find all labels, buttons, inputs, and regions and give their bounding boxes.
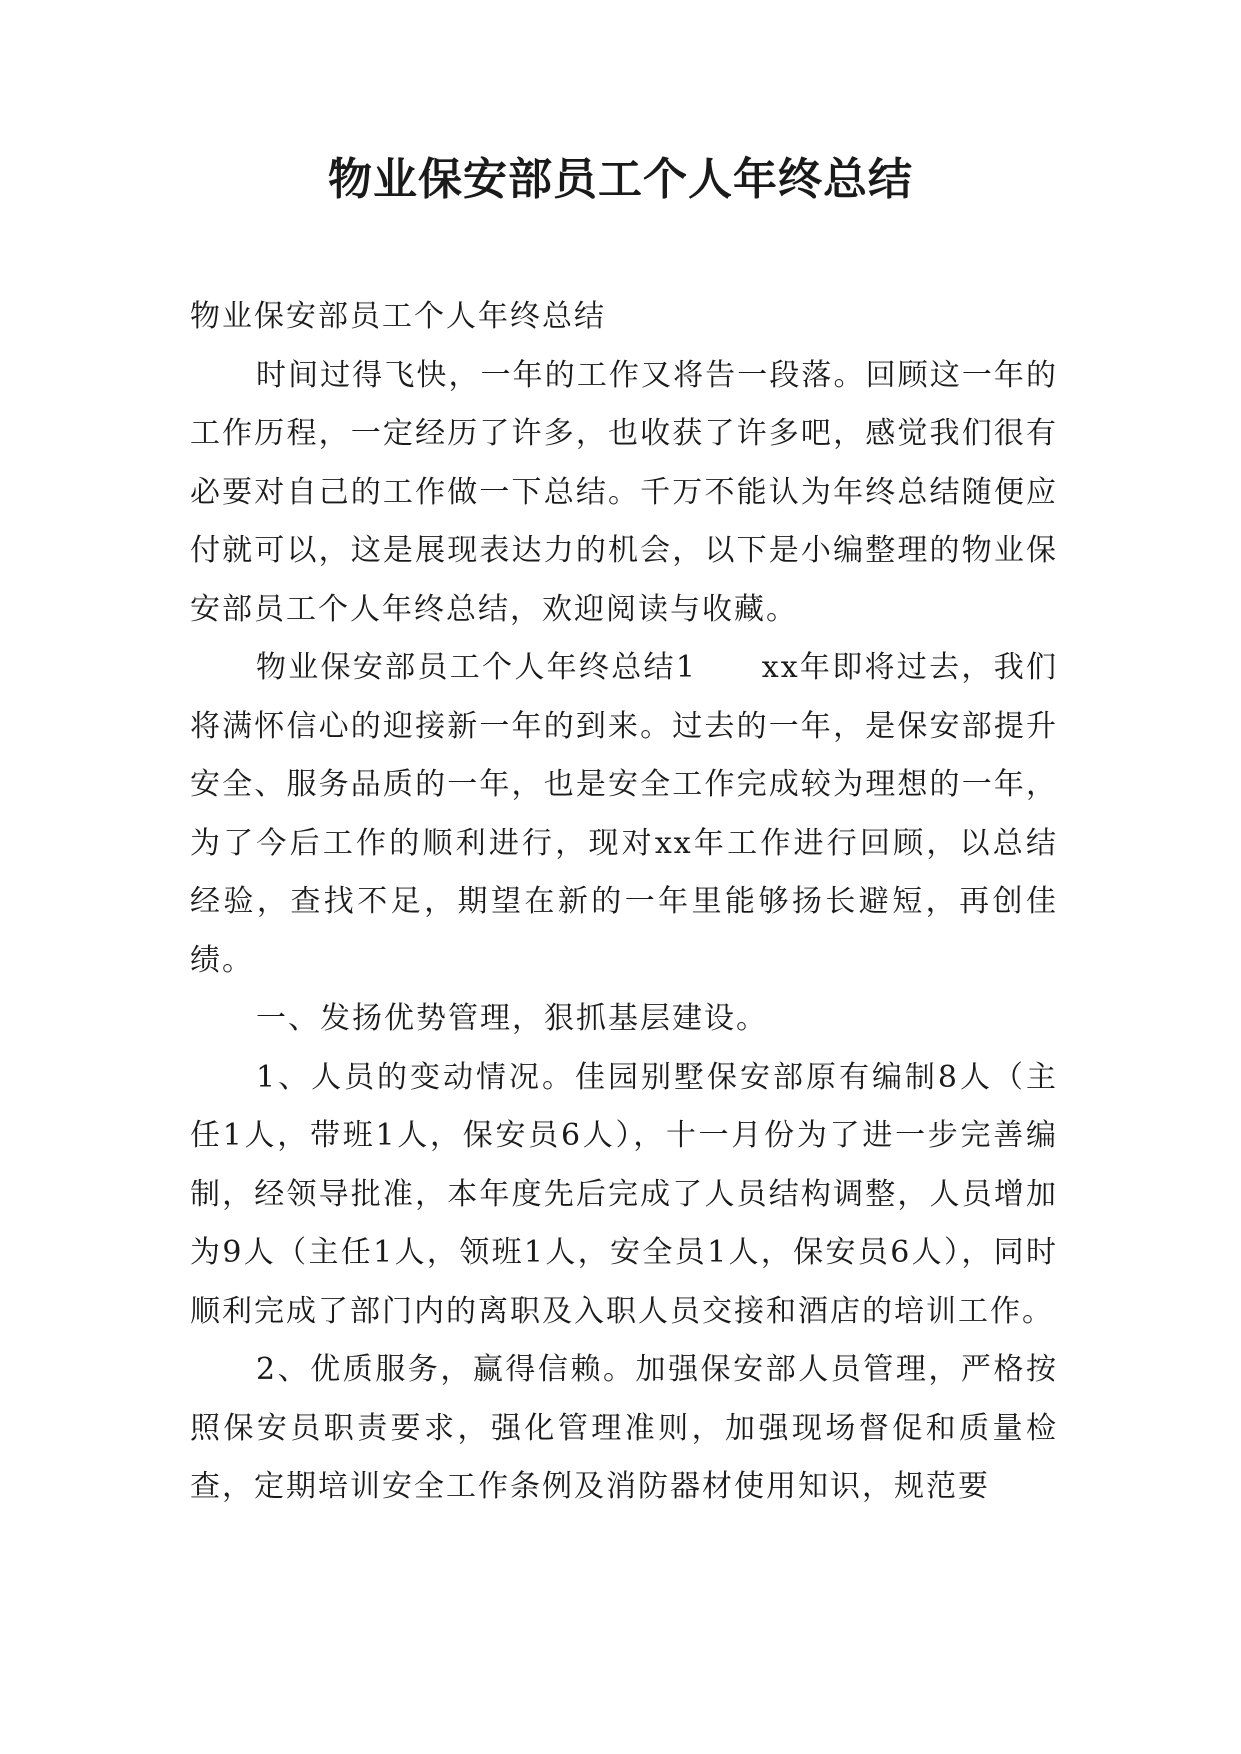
section-heading-1: 一、发扬优势管理，狠抓基层建设。 [256,1001,768,1036]
paragraph-intro: 时间过得飞快，一年的工作又将告一段落。回顾这一年的工作历程，一定经历了许多，也收获了许多吧，感觉我们很有必要对自己的工作做一下总结。千万不能认为年终总结随便应付就可以，这是展现表达力的机会，以下是小编整理的物业保安部员工个人年终总结，欢迎阅读与收藏。 [190,357,1058,627]
document-subtitle: 物业保安部员工个人年终总结 [190,299,606,334]
document-title: 物业保安部员工个人年终总结 [328,154,913,205]
paragraph-summary-1: 物业保安部员工个人年终总结1 xx年即将过去，我们将满怀信心的迎接新一年的到来。过去的一年，是保安部提升安全、服务品质的一年，也是安全工作完成较为理想的一年，为了今后工作的顺利进行，现对xx年工作进行回顾，以总结经验，查找不足，期望在新的一年里能够扬长避短，再创佳绩。 [190,650,1058,978]
document-body [190,288,1058,1517]
paragraph-service: 2、优质服务，赢得信赖。加强保安部人员管理，严格按照保安员职责要求，强化管理准则，加强现场督促和质量检查，定期培训安全工作条例及消防器材使用知识，规范要 [190,1352,1058,1504]
paragraph-staffing: 1、人员的变动情况。佳园别墅保安部原有编制8人（主任1人，带班1人，保安员6人），十一月份为了进一步完善编制，经领导批准，本年度先后完成了人员结构调整，人员增加为9人（主任1人，领班1人，安全员1人，保安员6人），同时顺利完成了部门内的离职及入职人员交接和酒店的培训工作。 [190,1059,1058,1329]
